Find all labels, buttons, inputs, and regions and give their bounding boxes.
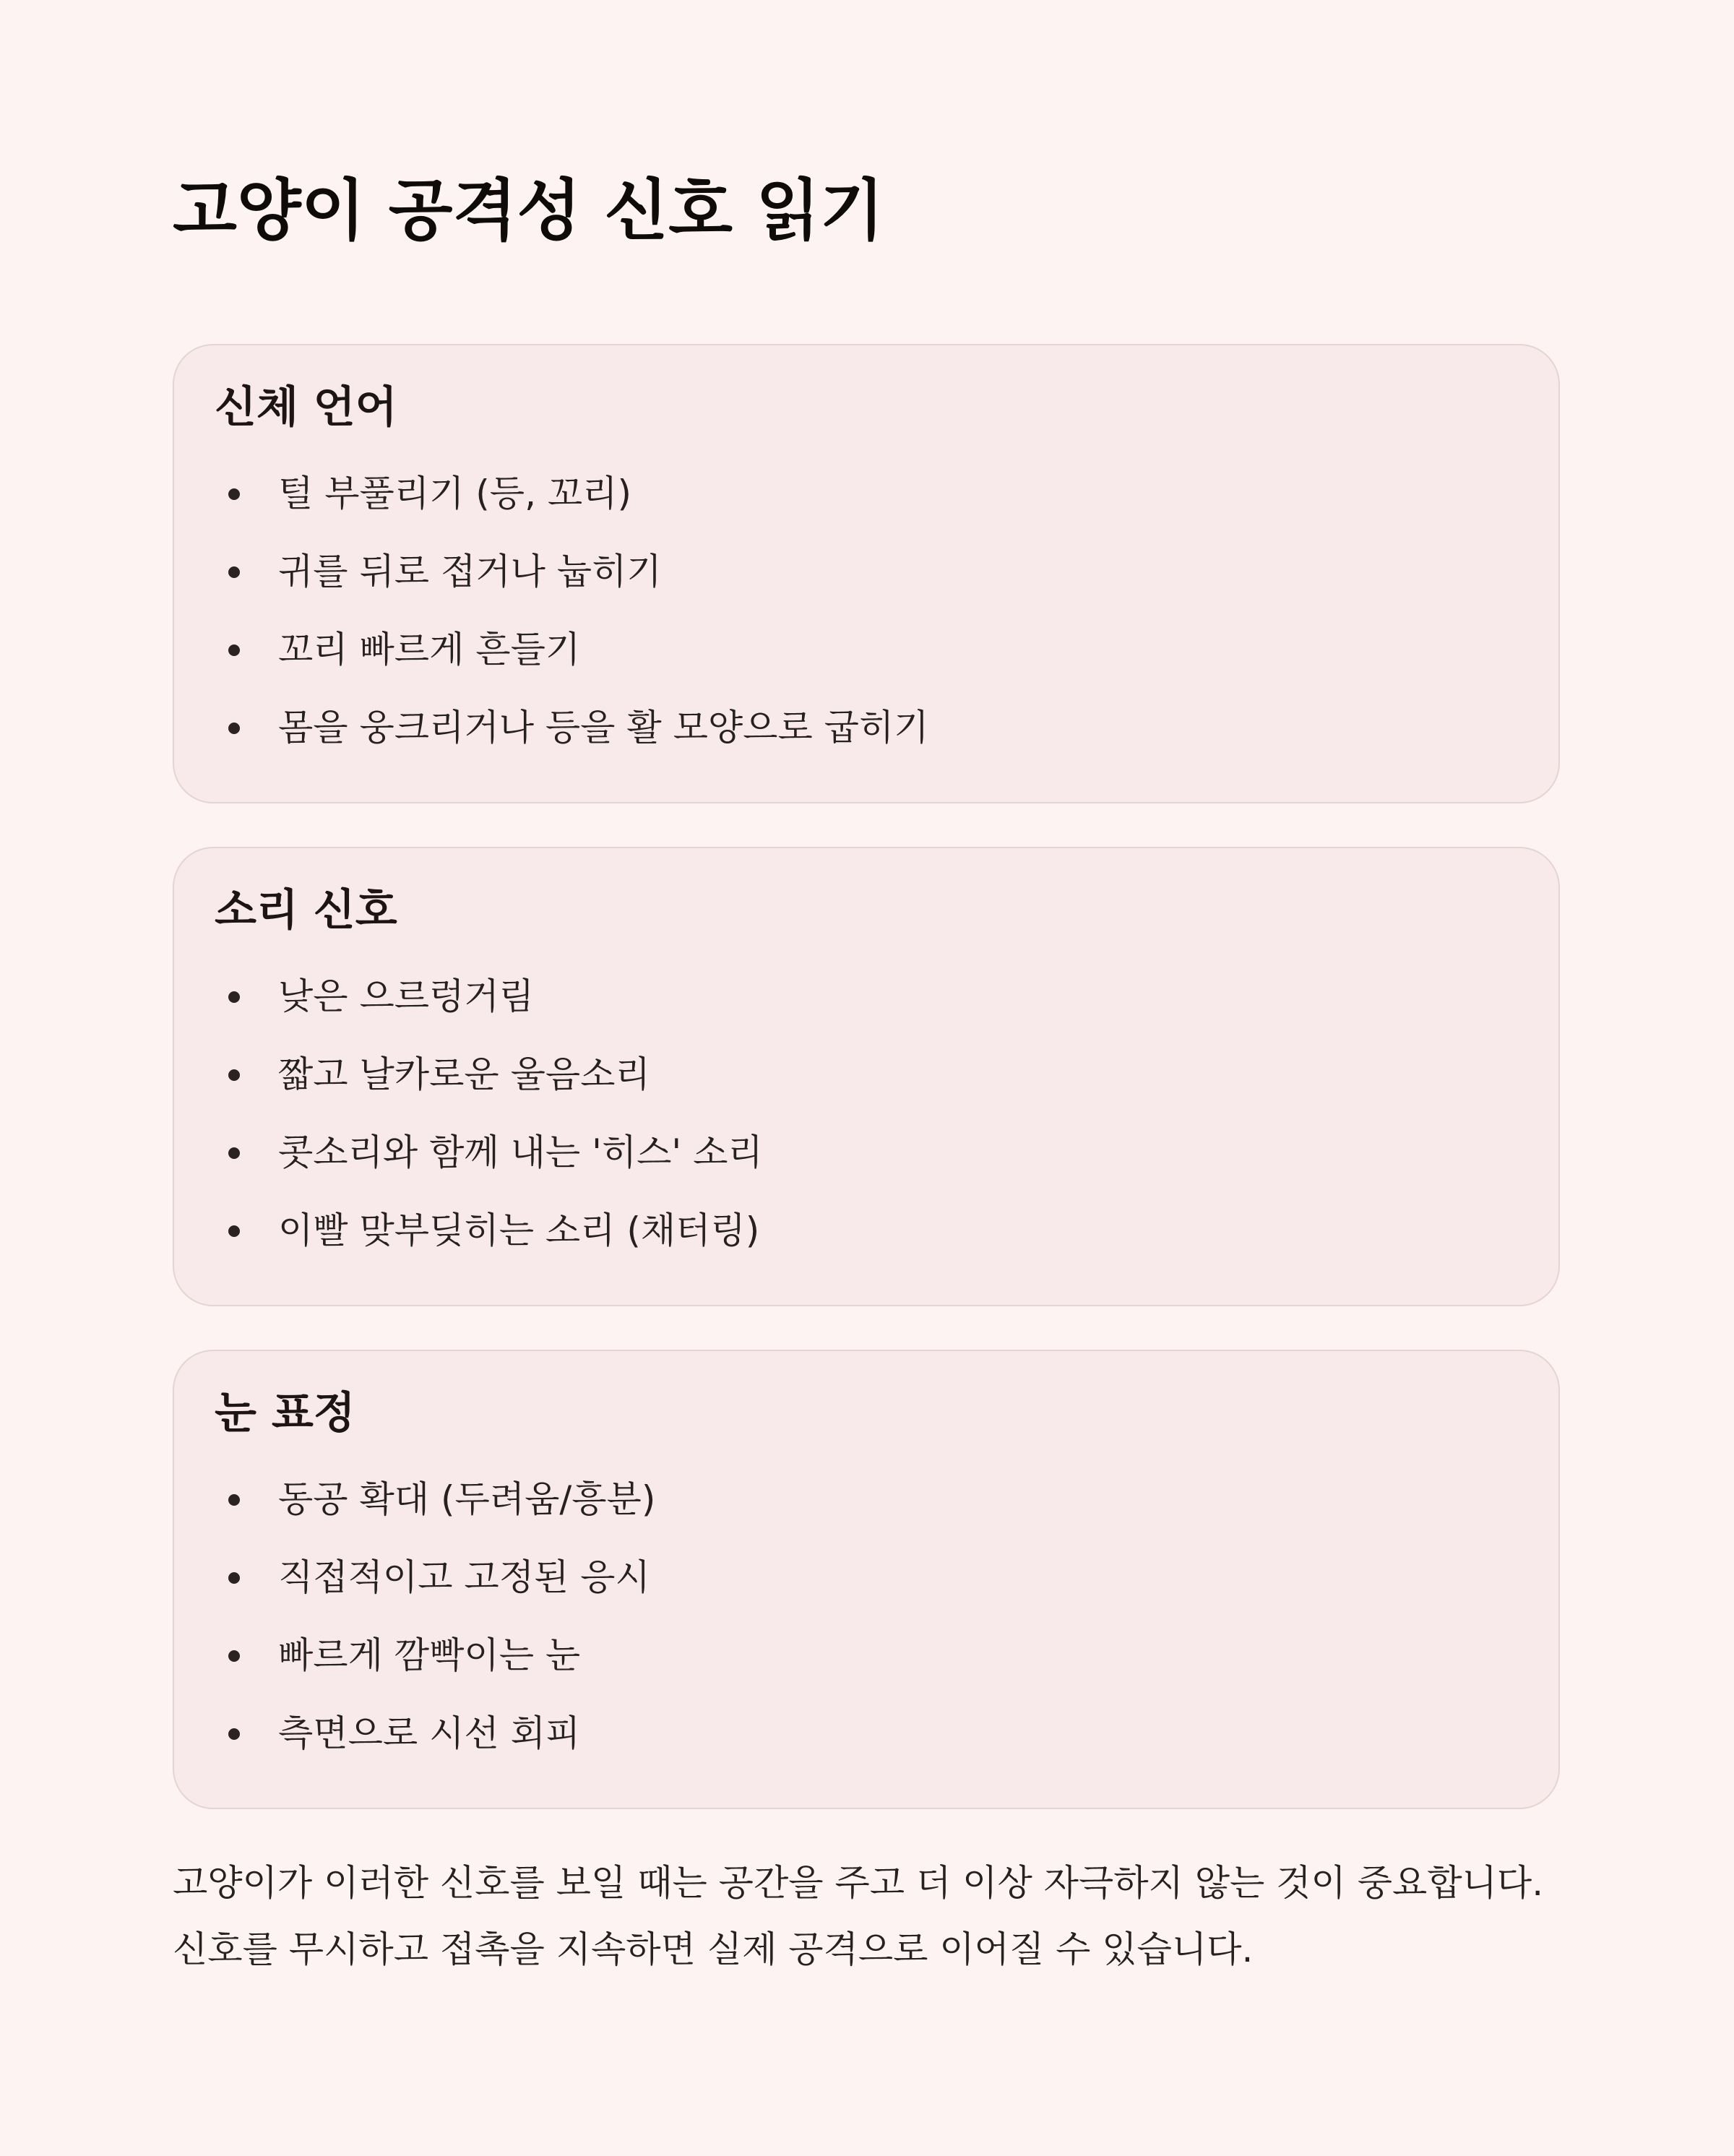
bullet-icon [228, 1225, 240, 1237]
list-item [174, 1205, 1558, 1283]
section-body-language [173, 344, 1560, 803]
list-item [174, 1474, 1558, 1552]
list-item-text: 귀를 뒤로 접거나 눕히기 [278, 551, 662, 592]
list-item-text: 털 부풀리기 (등, 꼬리) [278, 473, 631, 514]
list-item-text: 동공 확대 (두려움/흥분) [278, 1478, 656, 1520]
signal-list [174, 1474, 1558, 1786]
list-item [174, 1708, 1558, 1786]
list-item [174, 1049, 1558, 1127]
bullet-icon [228, 1728, 240, 1740]
list-item-text: 꼬리 빠르게 흔들기 [278, 629, 581, 670]
list-item [174, 1552, 1558, 1630]
bullet-icon [228, 1494, 240, 1506]
list-item-text: 몸을 웅크리거나 등을 활 모양으로 굽히기 [278, 707, 929, 749]
list-item [174, 1630, 1558, 1708]
list-item [174, 702, 1558, 780]
section-title: 눈 표정 [215, 1388, 355, 1439]
list-item-text: 이빨 맞부딪히는 소리 (채터링) [278, 1209, 760, 1251]
list-item [174, 624, 1558, 702]
list-item-text: 낮은 으르렁거림 [278, 975, 534, 1017]
section-eye-expression [173, 1350, 1560, 1809]
bullet-icon [228, 1147, 240, 1159]
list-item [174, 546, 1558, 624]
list-item [174, 468, 1558, 546]
bullet-icon [228, 644, 240, 656]
list-item-text: 직접적이고 고정된 응시 [278, 1556, 650, 1598]
list-item-text: 측면으로 시선 회피 [278, 1712, 581, 1754]
signal-list [174, 971, 1558, 1283]
bullet-icon [228, 723, 240, 734]
page-title: 고양이 공격성 신호 읽기 [173, 172, 884, 249]
bullet-icon [228, 1069, 240, 1081]
signal-list [174, 468, 1558, 780]
list-item [174, 1127, 1558, 1205]
section-title: 소리 신호 [215, 885, 397, 936]
section-sound-signals [173, 847, 1560, 1306]
section-title: 신체 언어 [215, 382, 397, 433]
bullet-icon [228, 488, 240, 500]
list-item-text: 짧고 날카로운 울음소리 [278, 1053, 650, 1095]
bullet-icon [228, 991, 240, 1003]
list-item-text: 콧소리와 함께 내는 '히스' 소리 [278, 1131, 763, 1173]
list-item-text: 빠르게 깜빡이는 눈 [278, 1634, 581, 1676]
bullet-icon [228, 1650, 240, 1662]
list-item [174, 971, 1558, 1049]
footer-note: 고양이가 이러한 신호를 보일 때는 공간을 주고 더 이상 자극하지 않는 것이 중요합니다. 신호를 무시하고 접촉을 지속하면 실제 공격으로 이어질 수 있습니다. [173, 1862, 1544, 1970]
bullet-icon [228, 1572, 240, 1584]
bullet-icon [228, 566, 240, 578]
